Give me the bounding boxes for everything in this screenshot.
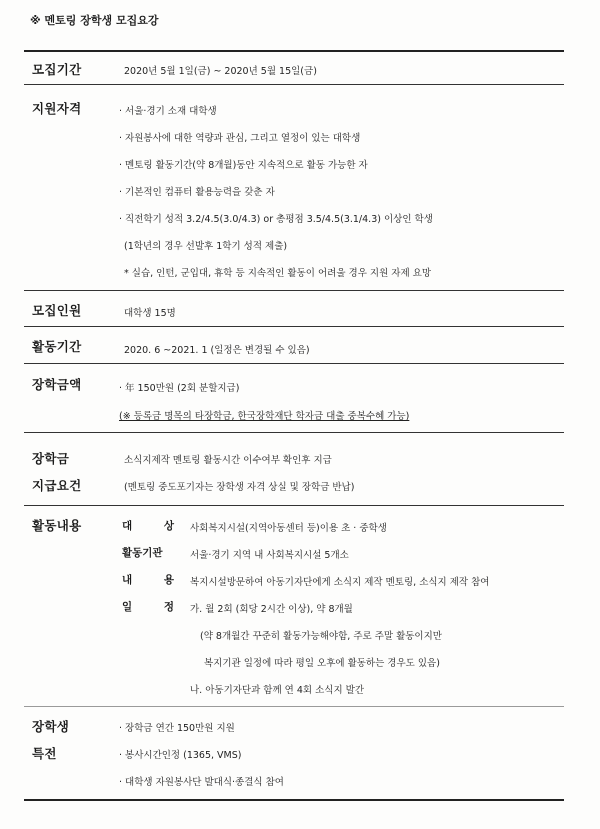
benefit-item: · 봉사시간인정 (1365, VMS) (119, 750, 242, 761)
content-value: 복지시설방문하여 아동기자단에게 소식지 제작 멘토링, 소식지 제작 참여 (190, 577, 490, 588)
eligibility-label: 지원자격 (32, 101, 82, 116)
divider (24, 505, 564, 506)
divider (24, 326, 564, 327)
eligibility-item: · 자원봉사에 대한 역량과 관심, 그리고 열정이 있는 대학생 (119, 133, 361, 144)
scholarship-amount-label: 장학금액 (32, 377, 82, 392)
scholarship-amount-value: · 年 150만원 (2회 분할지급) (119, 383, 240, 394)
schedule-line: 가. 월 2회 (회당 2시간 이상), 약 8개월 (190, 604, 353, 615)
eligibility-item: · 멘토링 활동기간(약 8개월)동안 지속적으로 활동 가능한 자 (119, 160, 368, 171)
schedule-label: 일 정 (122, 601, 174, 613)
eligibility-item: · 서울·경기 소재 대학생 (119, 106, 217, 117)
payment-terms-label: 장학금 (32, 451, 70, 466)
eligibility-item: · 기본적인 컴퓨터 활용능력을 갖춘 자 (119, 187, 275, 198)
eligibility-item: (1학년의 경우 선발후 1학기 성적 제출) (124, 241, 288, 252)
divider (24, 290, 564, 291)
recruit-count-value: 대학생 15명 (124, 308, 176, 319)
recruit-count-label: 모집인원 (32, 303, 82, 318)
divider (24, 363, 564, 364)
divider (24, 84, 564, 85)
activity-period-label: 활동기간 (32, 339, 82, 354)
schedule-line: 복지기관 일정에 따라 평일 오후에 활동하는 경우도 있음) (204, 658, 440, 669)
divider (24, 432, 564, 433)
period-value: 2020년 5월 1일(금) ~ 2020년 5월 15일(금) (124, 66, 317, 77)
payment-terms-line: (멘토링 중도포기자는 장학생 자격 상실 및 장학금 반납) (124, 482, 355, 493)
payment-terms-label: 지급요건 (32, 478, 82, 493)
target-label: 대 상 (122, 520, 174, 532)
eligibility-item: * 실습, 인턴, 군입대, 휴학 등 지속적인 활동이 어려울 경우 지원 자제 요망 (124, 268, 432, 279)
schedule-line: (약 8개월간 꾸준히 활동가능해야함, 주로 주말 활동이지만 (200, 631, 442, 642)
benefits-label: 장학생 (32, 719, 70, 734)
benefits-label: 특전 (32, 746, 57, 761)
benefit-item: · 장학금 연간 150만원 지원 (119, 723, 235, 734)
target-value: 사회복지시설(지역아동센터 등)이용 초 · 중학생 (190, 523, 387, 534)
scholarship-amount-note: (※ 등록금 명목의 타장학금, 한국장학재단 학자금 대출 중복수혜 가능) (119, 411, 410, 422)
eligibility-item: · 직전학기 성적 3.2/4.5(3.0/4.3) or 총평점 3.5/4.5(3.1/4.3) 이상인 학생 (119, 214, 433, 225)
page-title: ※ 멘토링 장학생 모집요강 (30, 14, 159, 27)
schedule-line: 나. 아동기자단과 함께 연 4회 소식지 발간 (190, 685, 365, 696)
org-value: 서울·경기 지역 내 사회복지시설 5개소 (190, 550, 349, 561)
payment-terms-line: 소식지제작 멘토링 활동시간 이수여부 확인후 지급 (124, 455, 332, 466)
benefit-item: · 대학생 자원봉사단 발대식·종결식 참여 (119, 777, 284, 788)
period-label: 모집기간 (32, 62, 82, 77)
org-label: 활동기관 (122, 547, 163, 559)
divider (24, 706, 564, 707)
content-label: 내 용 (122, 574, 174, 586)
activities-label: 활동내용 (32, 518, 82, 533)
activity-period-value: 2020. 6 ~2021. 1 (일정은 변경될 수 있음) (124, 345, 310, 356)
divider (24, 799, 564, 801)
divider (24, 50, 564, 52)
